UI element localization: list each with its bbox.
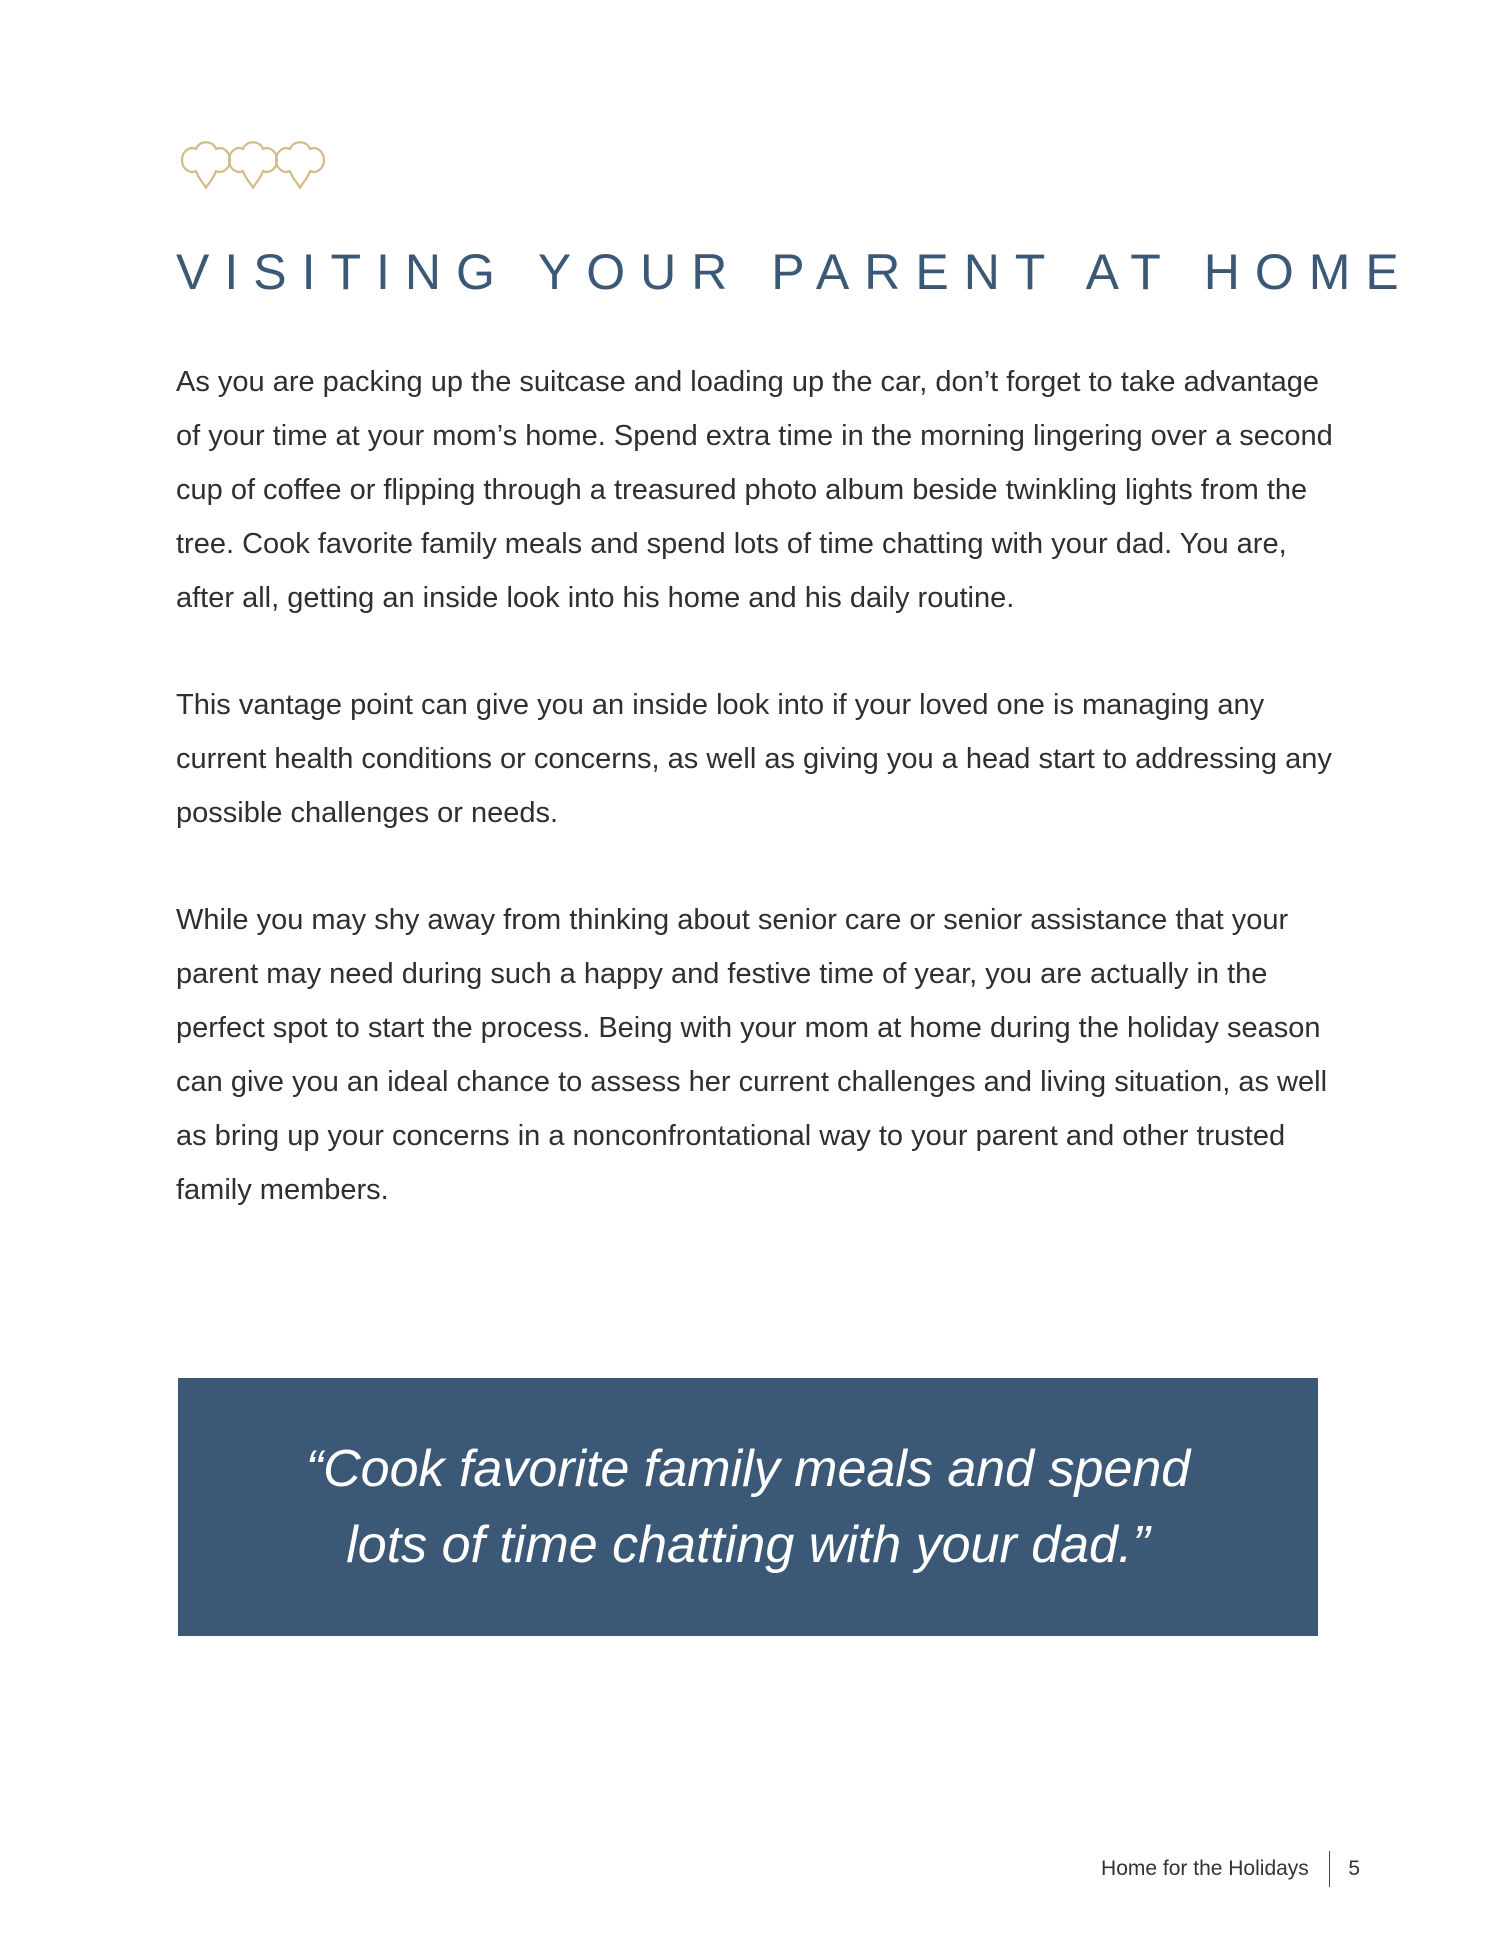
pull-quote-text: “Cook favorite family meals and spend lots of time chatting with your dad.” xyxy=(305,1440,1191,1574)
paragraph-3: While you may shy away from thinking about senior care or senior assistance that your parent may need during such a happy and festive time of year, you are actually in the perfect spot to start the process. Being with your mom at home during the holiday season can give you an ideal chance to assess her current challenges and living situation, as well as bring up your concerns in a nonconfrontational way to your parent and other trusted family members. xyxy=(176,904,1328,1206)
page-title: VISITING YOUR PARENT AT HOME xyxy=(176,244,1414,300)
pull-quote-box xyxy=(178,1378,1318,1636)
paragraph-1: As you are packing up the suitcase and loading up the car, don’t forget to take advantage of your time at your mom’s home. Spend extra time in the morning lingering over a second cup of coffee or flipping through a treasured photo album beside twinkling lights from the tree. Cook favorite family meals and spend lots of time chatting with your dad. You are, after all, getting an inside look into his home and his daily routine. xyxy=(176,366,1333,614)
trefoil-ornament-icon xyxy=(176,132,336,190)
page-footer xyxy=(1101,1853,1360,1885)
page-number: 5 xyxy=(1348,1857,1360,1880)
footer-publication-title: Home for the Holidays xyxy=(1101,1857,1309,1880)
footer-divider xyxy=(1329,1851,1331,1887)
paragraph-2: This vantage point can give you an inside look into if your loved one is managing any current health conditions or concerns, as well as giving you a head start to addressing any possible challenges or needs. xyxy=(176,689,1332,829)
body-text xyxy=(176,355,1336,1270)
